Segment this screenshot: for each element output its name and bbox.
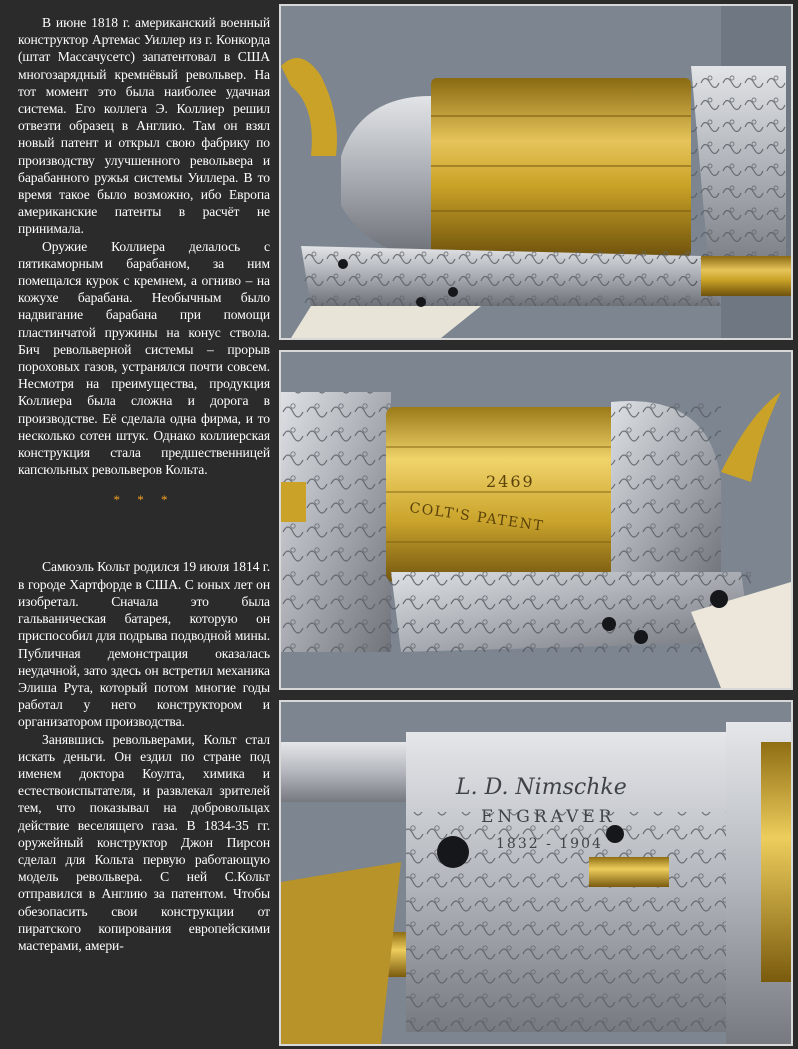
paragraph-1: В июне 1818 г. американский военный конструктор Артемас Уиллер из г. Конкорда (штат Массачусетс) запатентовал в США многозарядный кремнёвый револьвер. На тот момент это была наиболее удачная система. Его коллега Э. Коллиер решил отвезти образец в Англию. Там он взял новый патент и открыл свою фабрику по производству улучшенного револьвера и барабанного ружья системы Уиллера. В то время такое было возможно, ибо Европа американские патенты в расчёт не принимала.: [18, 15, 270, 237]
engraver-years-text: 1832 - 1904: [496, 836, 603, 852]
paragraph-2: Оружие Коллиера делалось с пятикаморным барабаном, за ним помещался курок с кремнем, а огниво – на кожухе барабана. Необычным было надвигание барабана при помощи пластинчатой пружины на конус ствола. Бич револьверной системы – прорыв пороховых газов, устранялся почти совсем. Несмотря на преимущества, продукция Коллиера была сложна и дорога в производстве. Её сделала одна фирма, и то несколько сотен штук. Однако коллиерская конструкция стала предшественницей капсюльных револьверов Кольта.: [18, 238, 270, 478]
photo-engraver-signature: [279, 700, 793, 1046]
cylinder-serial-text: 2469: [486, 472, 535, 491]
photo-revolver-left-side: [279, 4, 793, 340]
paragraph-4: Занявшись револьверами, Кольт стал искать деньги. Он ездил по стране под именем доктора Коулта, химика и естествоиспытателя, и развлекал зрителей тем, что показывал на добровольцах действие веселящего газа. В 1834-35 гг. оружейный конструктор Джон Пирсон сделал для Кольта первую работающую модель револьвера. С ней С.Кольт отправился в Англию за патентом. Чтобы обезопасить свои конструкции от пиратского копирования европейскими мастерами, амери-: [18, 731, 270, 953]
section-separator: * * *: [113, 492, 175, 508]
photo-revolver-cylinder: [279, 350, 793, 690]
article-column: [0, 0, 278, 1049]
engraver-name-text: L. D. Nimschke: [456, 775, 627, 800]
paragraph-3: Самюэль Кольт родился 19 июля 1814 г. в городе Хартфорде в США. С юных лет он изобретал. Сначала это была гальваническая батарея, которую он приспособил для подрыва подводной мины. Публичная демонстрация оказалась неудачной, зато здесь он встретил механика Элиша Рута, который потом многие годы работал у него конструктором и организатором производства.: [18, 559, 270, 730]
cylinder-patent-text: COLT'S PATENT: [408, 500, 546, 535]
engraver-title-text: ENGRAVER: [481, 807, 616, 827]
